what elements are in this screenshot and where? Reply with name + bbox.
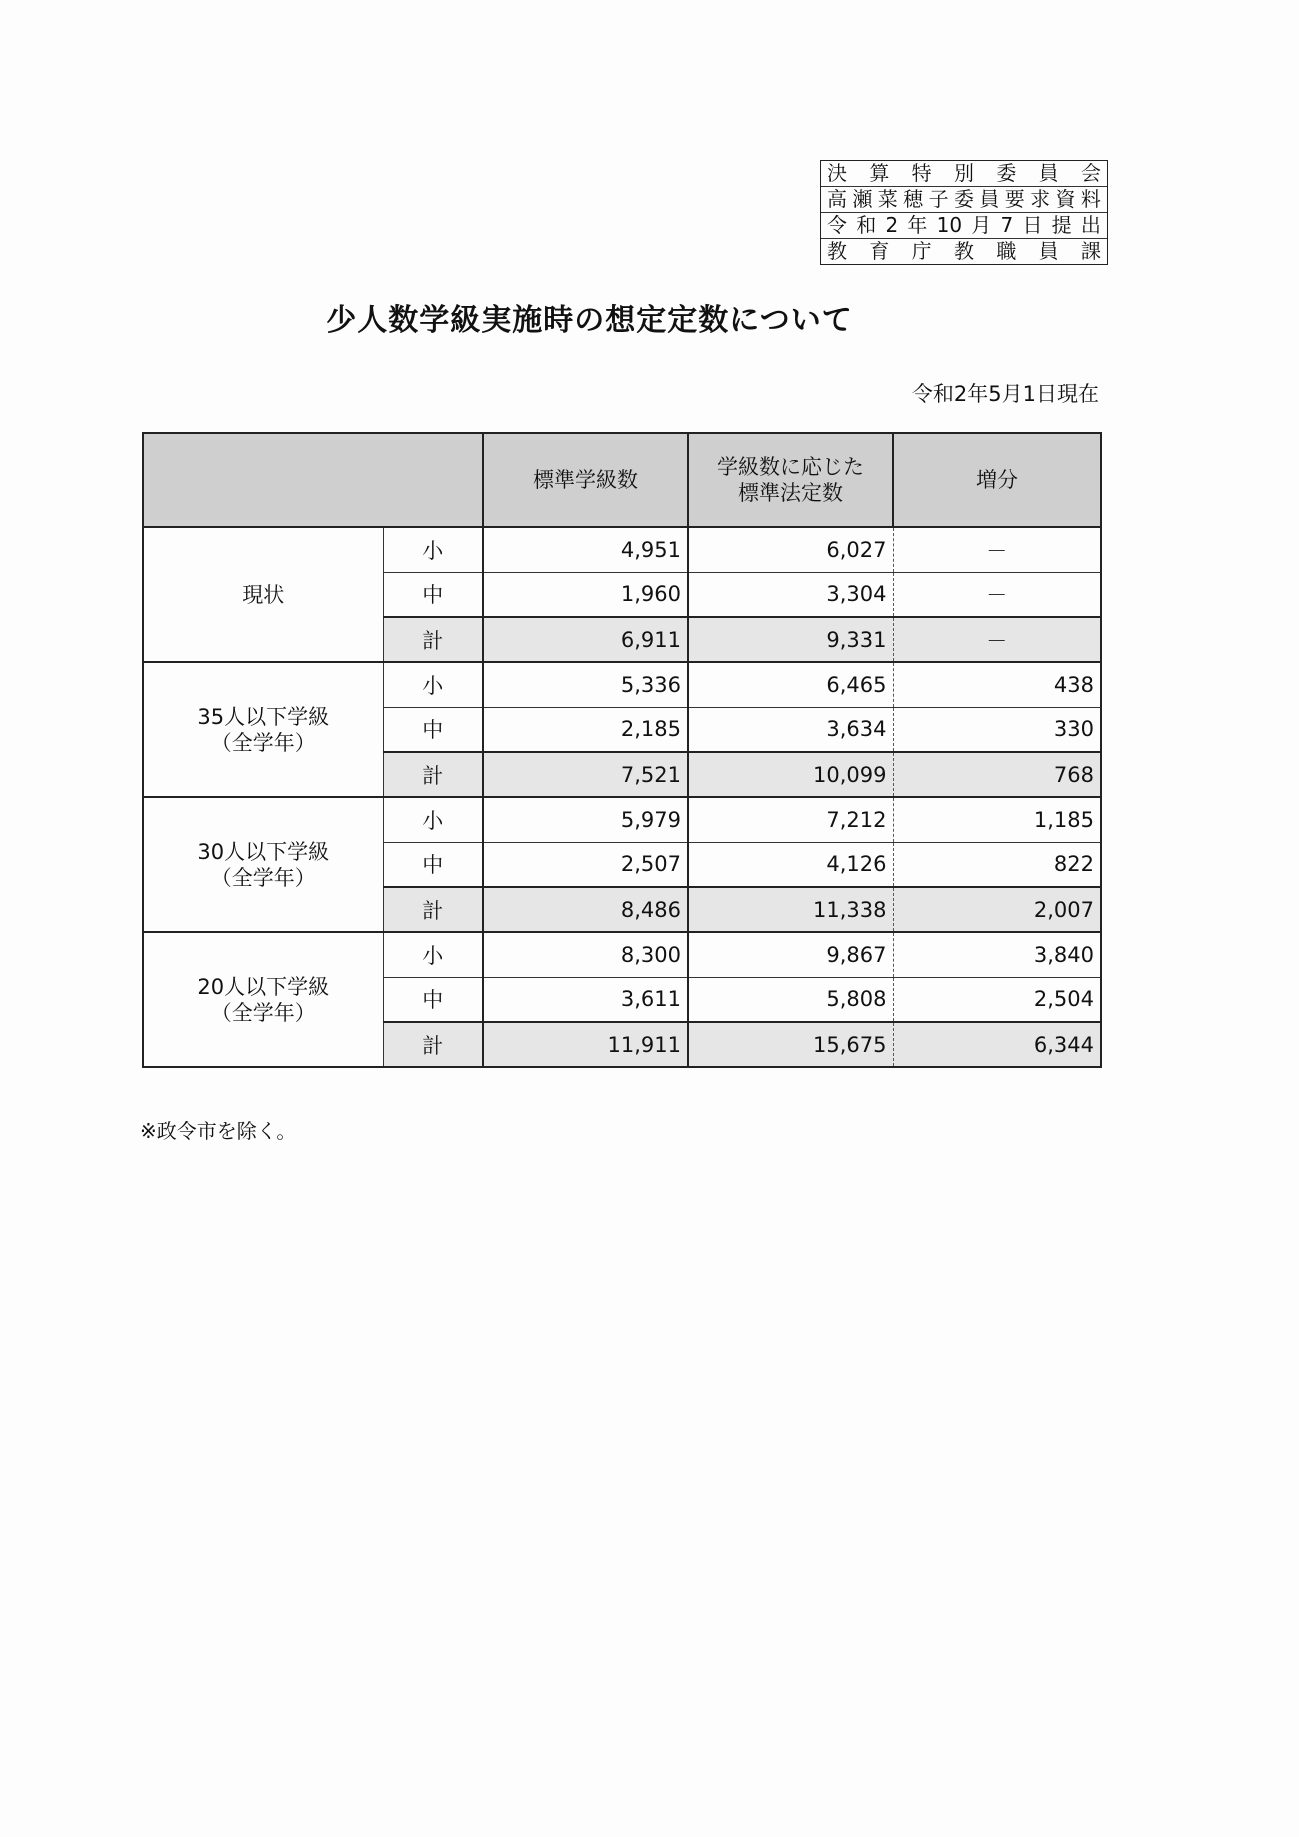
stamp-char: 教: [953, 239, 974, 263]
legal-staffing-cell: 4,126: [688, 842, 893, 887]
group-label-line2: （全学年）: [210, 1000, 316, 1025]
legal-staffing-cell: 15,675: [688, 1022, 893, 1067]
legal-staffing-cell: 7,212: [688, 797, 893, 842]
legal-staffing-cell: 11,338: [688, 887, 893, 932]
increase-cell: 3,840: [893, 932, 1101, 977]
standard-classes-cell: 3,611: [483, 977, 688, 1022]
header-increase: 増分: [893, 433, 1101, 527]
increase-cell: －: [893, 617, 1101, 662]
header-standard-classes: 標準学級数: [483, 433, 688, 527]
as-of-date: 令和2年5月1日現在: [911, 382, 1099, 406]
legal-staffing-cell: 6,027: [688, 527, 893, 572]
stamp-line-1: [821, 161, 1107, 186]
legal-staffing-cell: 3,634: [688, 707, 893, 752]
stamp-line-2: [821, 186, 1107, 212]
increase-cell: 768: [893, 752, 1101, 797]
stamp-char: 決: [827, 161, 847, 185]
stamp-char: 会: [1080, 161, 1101, 185]
standard-classes-cell: 2,185: [483, 707, 688, 752]
stamp-char: 子: [928, 187, 949, 211]
header-legal-staffing-line2: 標準法定数: [738, 481, 843, 505]
stamp-char: 日: [1022, 213, 1043, 237]
row-category: 計: [383, 752, 483, 797]
stamp-char: 委: [953, 187, 974, 211]
stamp-char: 高: [827, 187, 847, 211]
stamp-char: 7: [1000, 213, 1014, 237]
stamp-char: 2: [885, 213, 899, 237]
group-label-line1: 30人以下学級: [197, 839, 330, 864]
row-category: 計: [383, 1022, 483, 1067]
stamp-char: 育: [869, 239, 890, 263]
stamp-char: 別: [953, 161, 974, 185]
row-category: 小: [383, 797, 483, 842]
row-category: 小: [383, 662, 483, 707]
stamp-char: 瀬: [852, 187, 873, 211]
stamp-char: 委: [996, 161, 1017, 185]
stamp-char: 和: [856, 213, 877, 237]
stamp-char: 出: [1080, 213, 1101, 237]
row-category: 中: [383, 572, 483, 617]
row-category: 中: [383, 707, 483, 752]
stamp-char: 員: [1038, 239, 1059, 263]
stamp-char: 要: [1004, 187, 1025, 211]
standard-classes-cell: 8,486: [483, 887, 688, 932]
footnote: ※政令市を除く。: [140, 1119, 297, 1143]
increase-cell: －: [893, 527, 1101, 572]
legal-staffing-cell: 3,304: [688, 572, 893, 617]
group-label-line2: （全学年）: [210, 730, 316, 755]
standard-classes-cell: 8,300: [483, 932, 688, 977]
header-legal-staffing: [688, 433, 893, 527]
stamp-char: 求: [1030, 187, 1051, 211]
stamp-line-4: [821, 238, 1107, 264]
legal-staffing-cell: 9,331: [688, 617, 893, 662]
group-label: [143, 662, 383, 797]
standard-classes-cell: 7,521: [483, 752, 688, 797]
standard-classes-cell: 2,507: [483, 842, 688, 887]
stamp-char: 月: [971, 213, 992, 237]
stamp-char: 提: [1051, 213, 1072, 237]
standard-classes-cell: 11,911: [483, 1022, 688, 1067]
row-category: 中: [383, 977, 483, 1022]
group-label: [143, 527, 383, 662]
standard-classes-cell: 1,960: [483, 572, 688, 617]
legal-staffing-cell: 9,867: [688, 932, 893, 977]
increase-cell: 822: [893, 842, 1101, 887]
group-label-line1: 現状: [242, 582, 285, 607]
stamp-char: 算: [869, 161, 890, 185]
increase-cell: 2,007: [893, 887, 1101, 932]
increase-cell: 438: [893, 662, 1101, 707]
stamp-char: 課: [1080, 239, 1101, 263]
stamp-char: 10: [936, 213, 963, 237]
header-legal-staffing-line1: 学級数に応じた: [717, 455, 864, 479]
stamp-char: 員: [1038, 161, 1059, 185]
increase-cell: 1,185: [893, 797, 1101, 842]
stamp-char: 庁: [911, 239, 932, 263]
page-title: 少人数学級実施時の想定定数について: [326, 303, 853, 338]
increase-cell: －: [893, 572, 1101, 617]
stamp-char: 資: [1055, 187, 1076, 211]
stamp-char: 料: [1080, 187, 1101, 211]
row-category: 計: [383, 617, 483, 662]
group-label-line1: 35人以下学級: [197, 704, 330, 729]
stamp-char: 菜: [877, 187, 898, 211]
standard-classes-cell: 6,911: [483, 617, 688, 662]
group-label: [143, 932, 383, 1067]
stamp-char: 令: [827, 213, 847, 237]
stamp-char: 特: [911, 161, 932, 185]
increase-cell: 2,504: [893, 977, 1101, 1022]
group-label-line2: （全学年）: [210, 865, 316, 890]
stamp-char: 教: [827, 239, 847, 263]
table-row: [143, 797, 1101, 842]
standard-classes-cell: 5,336: [483, 662, 688, 707]
stamp-char: 年: [907, 213, 928, 237]
stamp-char: 職: [996, 239, 1017, 263]
row-category: 小: [383, 932, 483, 977]
table-row: [143, 662, 1101, 707]
staffing-table: [142, 432, 1102, 1068]
table-row: [143, 932, 1101, 977]
group-label: [143, 797, 383, 932]
committee-stamp-box: [820, 160, 1108, 265]
increase-cell: 6,344: [893, 1022, 1101, 1067]
legal-staffing-cell: 10,099: [688, 752, 893, 797]
stamp-line-3: [821, 212, 1107, 238]
increase-cell: 330: [893, 707, 1101, 752]
legal-staffing-cell: 6,465: [688, 662, 893, 707]
stamp-char: 員: [979, 187, 1000, 211]
standard-classes-cell: 5,979: [483, 797, 688, 842]
legal-staffing-cell: 5,808: [688, 977, 893, 1022]
standard-classes-cell: 4,951: [483, 527, 688, 572]
header-blank: [143, 433, 483, 527]
row-category: 計: [383, 887, 483, 932]
row-category: 小: [383, 527, 483, 572]
group-label-line1: 20人以下学級: [197, 974, 330, 999]
row-category: 中: [383, 842, 483, 887]
table-row: [143, 527, 1101, 572]
stamp-char: 穂: [903, 187, 924, 211]
